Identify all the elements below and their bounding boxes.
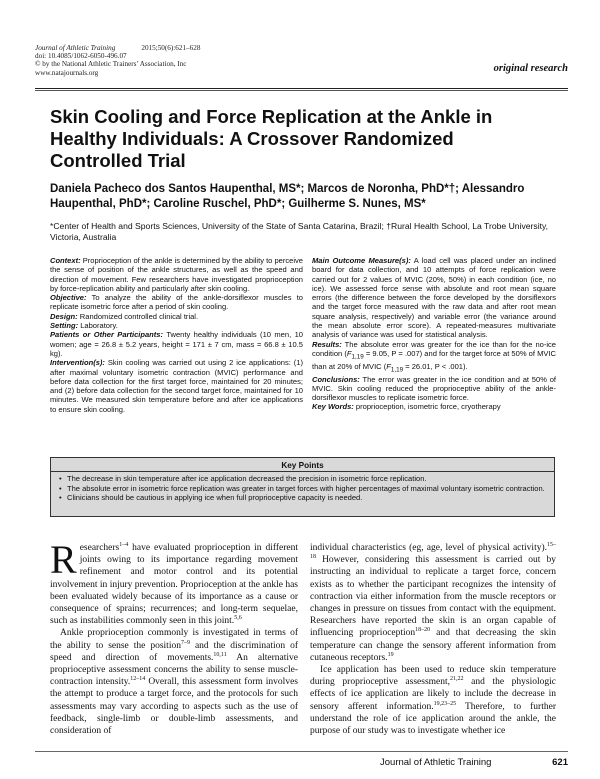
abstract-left-column bbox=[50, 256, 303, 414]
page-number: 621 bbox=[552, 757, 568, 768]
author-list: Daniela Pacheco dos Santos Haupenthal, MS*; Marcos de Noronha, PhD*†; Alessandro Haupenthal, PhD*; Caroline Ruschel, PhD*; Guilherme S. Nunes, MS* bbox=[50, 183, 525, 210]
header-rule bbox=[35, 88, 568, 89]
journal-name: Journal of Athletic Training bbox=[35, 44, 116, 52]
body-paragraph: individual characteristics (eg, age, level of physical activity).$^{15-18}$ However, considering this assessment is carried out by instructing an individual to replicate a target force, concern exists as to whether the participant recognizes the intensity of contraction via either information from the muscle receptors or changes in pressure on tissues from contact with the equipment. Researchers have reported the skin is an organ capable of influencing proprioception$^{18-20}$ and that decreasing the skin temperature can change the sensory afferent information from cutaneous receptors.$^{19}$ bbox=[310, 541, 556, 663]
key-point: • The absolute error in isometric force replication was greater in target forces with higher percentages of maximal voluntary isometric contraction. bbox=[59, 484, 548, 494]
abstract-right-column bbox=[312, 256, 556, 412]
body-paragraph: Ice application has been used to reduce skin temperature during proprioceptive assessment,$^{21,22}$ and the physiologic effects of ice application are likely to include the decrease in sensory afferent information.$^{19,23-25}$ Therefore, to further understand the role of ice application around the ankle, the purpose of our study was to investigate whether ice bbox=[310, 665, 556, 737]
body-left-column bbox=[50, 537, 298, 737]
footer-journal: Journal of Athletic Training bbox=[380, 757, 492, 768]
abstract-results: Results: The absolute error was greater for the ice than for the no-ice condition ($F_{1,19} = 9.05$, P = .007) and for the target force at 50% of MVIC than at 20% of MVIC ($F_{1,19} = 26.01$, P < .001). bbox=[312, 339, 556, 374]
abstract-keywords: Key Words: proprioception, isometric force, cryotherapy bbox=[312, 402, 501, 412]
header-rule-thin bbox=[35, 90, 568, 91]
key-point: • The decrease in skin temperature after ice application decreased the precision in isometric force replication. bbox=[59, 474, 548, 484]
abstract-design: Design: Randomized controlled clinical trial. bbox=[50, 311, 199, 321]
abstract-participants: Patients or Other Participants: Twenty healthy individuals (10 men, 10 women; age = 26.8 ± 5.2 years, height = 171 ± 7 cm, mass = 66.8 ± 10.5 kg). bbox=[50, 330, 303, 358]
footer-rule bbox=[35, 751, 568, 752]
abstract-outcome: Main Outcome Measure(s): A load cell was placed under an inclined board for data collection, and 10 attempts of force replication were carried out for 2 values of MVIC (20%, 50%) in each condition (ice, no ice). We assessed force sense with absolute and root mean square errors (the difference between the force developed by the dorsiflexors and the target force measured with the raw data and after root mean square analysis, respectively) and variable error (the variance around the mean absolute error score). A repeated-measures multivariate analysis of variance was used for statistical analysis. bbox=[312, 256, 556, 340]
body-paragraph: Ankle proprioception commonly is investigated in terms of the ability to sense the position$^{7-9}$ and the discrimination of speed and direction of movements.$^{10,11}$ An alternative proprioceptive assessment concerns the ability to sense muscle-contraction intensity.$^{12-14}$ Overall, this assessment form involves the attempt to produce a target force, and the protocols for such assessments may vary according to aspects such as the use of feedback, single-limb or double-limb assessments, and consideration of bbox=[50, 628, 298, 737]
copyright: © by the National Athletic Trainers’ Association, Inc bbox=[35, 60, 187, 69]
abstract-context: Context: Proprioception of the ankle is determined by the ability to perceive the sense of position of the ankle structures, as well as the speed and direction of movement. Few researchers have investigated proprioception by force-replication ability and particularly after skin cooling. bbox=[50, 256, 303, 293]
abstract-intervention: Intervention(s): Skin cooling was carried out using 2 ice applications: (1) after maximal voluntary isometric contraction (MVIC) performance and before data collection for the first target force, maintained for 20 minutes; and (2) before data collection for the second target force, maintained for 10 minutes. We measured skin temperature before and after ice applications to ensure skin cooling. bbox=[50, 358, 303, 414]
article-title: Skin Cooling and Force Replication at the Ankle in Healthy Individuals: A Crossover Randomized Controlled Trial bbox=[50, 106, 493, 171]
journal-citation: 2015;50(6):621–628 bbox=[141, 44, 201, 52]
page-footer bbox=[380, 757, 568, 768]
key-point: • Clinicians should be cautious in applying ice when full proprioceptive capacity is needed. bbox=[59, 493, 548, 503]
body-paragraph: Researchers$^{1-4}$ have evaluated proprioception in different joints owing to its importance regarding movement refinement and motor control and its potential involvement in injury prevention. Proprioception at the ankle has been evaluated widely because of its importance as a cause or consequence of sprains; recurrences; and long-term sequelae, such as instabilities commonly seen in this joint.$^{5,6}$ bbox=[50, 537, 298, 627]
affiliations: *Center of Health and Sports Sciences, University of the State of Santa Catarina, Brazil; †Rural Health School, La Trobe University, Victoria, Australia bbox=[50, 221, 549, 242]
doi: doi: 10.4085/1062-6050-496.07 bbox=[35, 52, 127, 61]
journal-header bbox=[35, 44, 200, 77]
section-badge: original research bbox=[493, 63, 568, 74]
key-points-title: Key Points bbox=[51, 458, 554, 472]
abstract-conclusions: Conclusions: The error was greater in the ice condition and at 50% of MVIC. Skin cooling reduced the proprioceptive ability of the ankle-dorsiflexor muscles to replicate isometric force. bbox=[312, 374, 557, 403]
abstract-setting: Setting: Laboratory. bbox=[50, 321, 118, 331]
journal-url: www.natajournals.org bbox=[35, 68, 99, 77]
key-points-list bbox=[51, 472, 554, 503]
drop-cap: R bbox=[50, 537, 77, 582]
abstract-objective: Objective: To analyze the ability of the ankle-dorsiflexor muscles to replicate isometric force after a period of skin cooling. bbox=[50, 293, 303, 312]
key-points-box bbox=[50, 457, 555, 517]
body-right-column bbox=[310, 542, 556, 737]
